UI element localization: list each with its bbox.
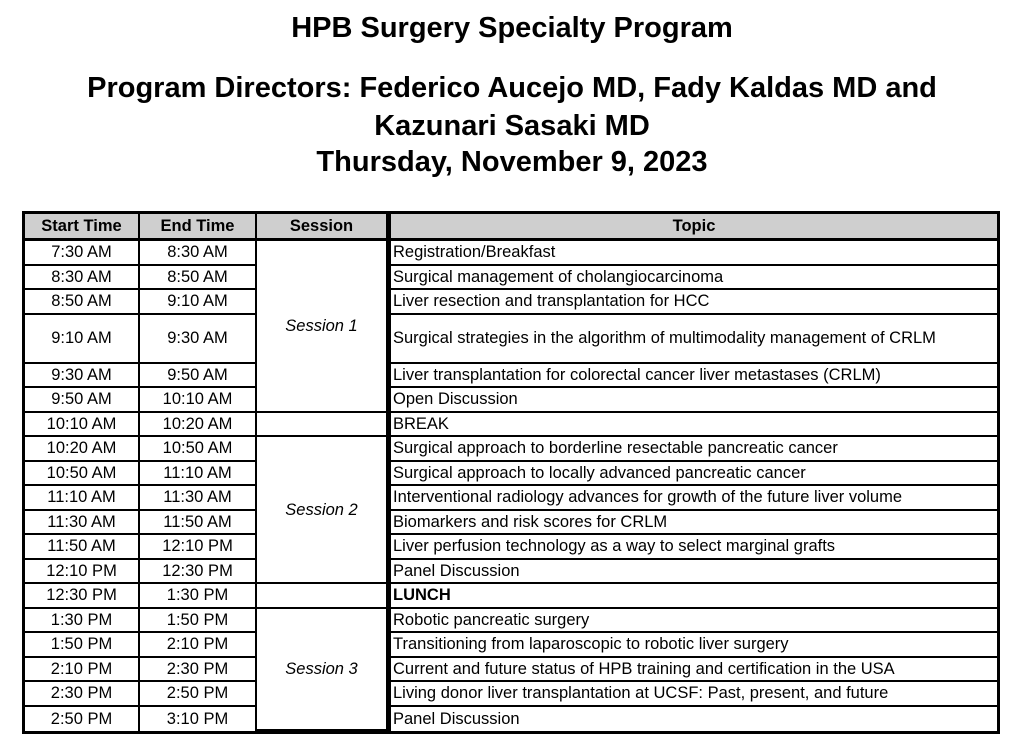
end-time-cell: 8:50 AM (140, 266, 257, 291)
start-time-cell: 10:50 AM (25, 462, 140, 487)
end-time-cell: 2:30 PM (140, 658, 257, 683)
table-row (25, 486, 997, 511)
session-empty-cell (257, 584, 388, 609)
table-row (25, 682, 997, 707)
end-time-cell: 9:10 AM (140, 290, 257, 315)
start-time-cell: 12:30 PM (25, 584, 140, 609)
end-time-cell: 12:10 PM (140, 535, 257, 560)
table-row (25, 633, 997, 658)
table-row (25, 241, 997, 266)
start-time-cell: 10:20 AM (25, 437, 140, 462)
program-directors-line-2: Kazunari Sasaki MD (374, 110, 650, 142)
program-date: Thursday, November 9, 2023 (316, 146, 708, 178)
topic-cell: Surgical approach to borderline resectable pancreatic cancer (388, 437, 997, 462)
topic-cell: Open Discussion (388, 388, 997, 413)
table-row (25, 266, 997, 291)
topic-cell: BREAK (388, 413, 997, 438)
start-time-cell: 11:10 AM (25, 486, 140, 511)
topic-cell: Living donor liver transplantation at UCSF: Past, present, and future (388, 682, 997, 707)
topic-cell: Liver transplantation for colorectal cancer liver metastases (CRLM) (388, 364, 997, 389)
topic-cell: Registration/Breakfast (388, 241, 997, 266)
topic-cell: Panel Discussion (388, 707, 997, 732)
end-time-cell: 2:10 PM (140, 633, 257, 658)
table-row (25, 707, 997, 732)
schedule-table (22, 211, 1000, 734)
end-time-cell: 8:30 AM (140, 241, 257, 266)
table-row (25, 584, 997, 609)
start-time-cell: 7:30 AM (25, 241, 140, 266)
end-time-cell: 10:50 AM (140, 437, 257, 462)
column-header-start-time: Start Time (25, 214, 140, 241)
start-time-cell: 11:50 AM (25, 535, 140, 560)
table-row (25, 609, 997, 634)
end-time-cell: 1:30 PM (140, 584, 257, 609)
topic-cell: Panel Discussion (388, 560, 997, 585)
topic-cell: Current and future status of HPB training and certification in the USA (388, 658, 997, 683)
end-time-cell: 2:50 PM (140, 682, 257, 707)
end-time-cell: 11:50 AM (140, 511, 257, 536)
start-time-cell: 1:50 PM (25, 633, 140, 658)
start-time-cell: 9:10 AM (25, 315, 140, 364)
table-row (25, 437, 997, 462)
topic-cell: Surgical strategies in the algorithm of multimodality management of CRLM (388, 315, 997, 364)
table-row (25, 290, 997, 315)
end-time-cell: 9:30 AM (140, 315, 257, 364)
end-time-cell: 10:20 AM (140, 413, 257, 438)
topic-cell: Interventional radiology advances for growth of the future liver volume (388, 486, 997, 511)
table-row (25, 511, 997, 536)
start-time-cell: 11:30 AM (25, 511, 140, 536)
table-header-row (25, 214, 997, 241)
end-time-cell: 11:30 AM (140, 486, 257, 511)
start-time-cell: 12:10 PM (25, 560, 140, 585)
program-title: HPB Surgery Specialty Program (291, 12, 733, 44)
end-time-cell: 11:10 AM (140, 462, 257, 487)
start-time-cell: 8:30 AM (25, 266, 140, 291)
table-row (25, 560, 997, 585)
topic-cell: Biomarkers and risk scores for CRLM (388, 511, 997, 536)
topic-cell: Robotic pancreatic surgery (388, 609, 997, 634)
table-row (25, 462, 997, 487)
topic-cell: Surgical management of cholangiocarcinoma (388, 266, 997, 291)
start-time-cell: 9:50 AM (25, 388, 140, 413)
session-2-cell: Session 2 (257, 437, 388, 584)
column-header-topic: Topic (388, 214, 997, 241)
start-time-cell: 1:30 PM (25, 609, 140, 634)
topic-cell: Liver perfusion technology as a way to select marginal grafts (388, 535, 997, 560)
start-time-cell: 10:10 AM (25, 413, 140, 438)
table-row (25, 535, 997, 560)
table-row (25, 364, 997, 389)
table-row (25, 658, 997, 683)
start-time-cell: 8:50 AM (25, 290, 140, 315)
end-time-cell: 12:30 PM (140, 560, 257, 585)
session-empty-cell (257, 413, 388, 438)
column-header-end-time: End Time (140, 214, 257, 241)
end-time-cell: 3:10 PM (140, 707, 257, 732)
topic-cell: LUNCH (388, 584, 997, 609)
start-time-cell: 2:30 PM (25, 682, 140, 707)
end-time-cell: 1:50 PM (140, 609, 257, 634)
table-row (25, 315, 997, 364)
topic-cell: Transitioning from laparoscopic to robotic liver surgery (388, 633, 997, 658)
topic-cell: Liver resection and transplantation for HCC (388, 290, 997, 315)
session-1-cell: Session 1 (257, 241, 388, 413)
column-header-session: Session (257, 214, 388, 241)
table-row (25, 413, 997, 438)
program-directors-line-1: Program Directors: Federico Aucejo MD, Fady Kaldas MD and (87, 72, 937, 104)
start-time-cell: 9:30 AM (25, 364, 140, 389)
start-time-cell: 2:50 PM (25, 707, 140, 732)
end-time-cell: 10:10 AM (140, 388, 257, 413)
start-time-cell: 2:10 PM (25, 658, 140, 683)
end-time-cell: 9:50 AM (140, 364, 257, 389)
topic-cell: Surgical approach to locally advanced pancreatic cancer (388, 462, 997, 487)
session-3-cell: Session 3 (257, 609, 388, 732)
table-row (25, 388, 997, 413)
